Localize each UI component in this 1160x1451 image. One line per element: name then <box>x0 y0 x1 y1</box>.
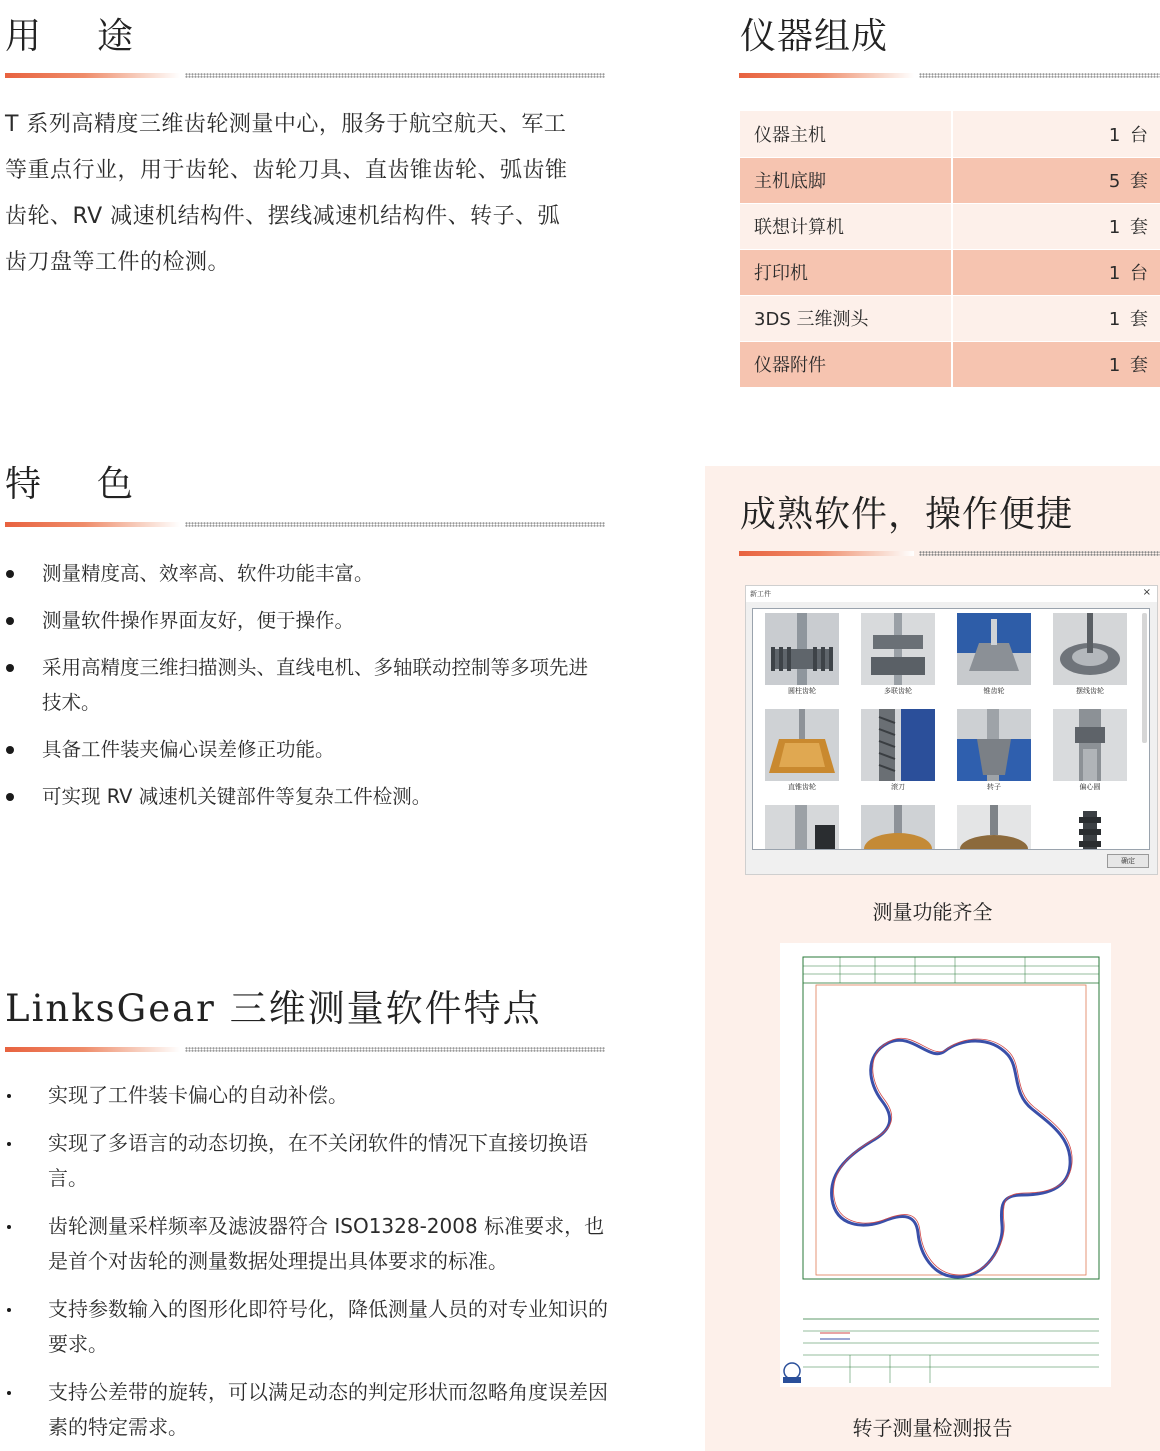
list-item: 支持参数输入的图形化即符号化，降低测量人员的对专业知识的要求。 <box>5 1292 615 1362</box>
item-name: 仪器附件 <box>740 341 952 387</box>
features-heading: 特色 <box>5 464 190 505</box>
usage-paragraph <box>5 102 615 286</box>
gear-photo-icon <box>861 805 935 850</box>
item-qty: 1 台 <box>952 249 1160 295</box>
item-name: 联想计算机 <box>740 203 952 249</box>
gear-photo-icon <box>957 709 1031 781</box>
usage-line: 齿刀盘等工件的检测。 <box>5 250 231 275</box>
gear-photo-icon <box>957 613 1031 685</box>
thumb-label: 转子 <box>987 783 1001 791</box>
list-item: 实现了多语言的动态切换，在不关闭软件的情况下直接切换语言。 <box>5 1126 615 1196</box>
gear-photo-icon <box>765 805 839 850</box>
item-qty: 1 套 <box>952 295 1160 341</box>
item-qty: 5 套 <box>952 157 1160 203</box>
table-row <box>740 157 1160 203</box>
software-features-divider <box>5 1047 605 1052</box>
thumb-label: 摆线齿轮 <box>1076 687 1104 695</box>
list-item: 具备工件装夹偏心误差修正功能。 <box>5 732 605 767</box>
software-screenshot <box>745 585 1158 875</box>
item-name: 仪器主机 <box>740 111 952 157</box>
rotor-report-image <box>780 943 1111 1387</box>
workpiece-thumb[interactable] <box>765 613 839 695</box>
usage-line: 齿轮、RV 减速机结构件、摆线减速机结构件、转子、弧 <box>5 204 561 229</box>
workpiece-thumb[interactable] <box>957 613 1031 695</box>
thumb-label: 直锥齿轮 <box>788 783 816 791</box>
list-item: 测量软件操作界面友好，便于操作。 <box>5 603 605 638</box>
table-row <box>740 249 1160 295</box>
software-panel-heading: 成熟软件，操作便捷 <box>740 494 1074 535</box>
features-list <box>5 556 605 826</box>
table-row <box>740 111 1160 157</box>
report-caption: 转子测量检测报告 <box>852 1416 1013 1440</box>
workpiece-thumb[interactable] <box>1053 709 1127 791</box>
thumb-label: 多联齿轮 <box>884 687 912 695</box>
usage-heading: 用途 <box>5 16 190 57</box>
item-name: 打印机 <box>740 249 952 295</box>
workpiece-thumb[interactable] <box>1053 613 1127 695</box>
thumb-label: 锥齿轮 <box>983 687 1005 695</box>
table-row <box>740 341 1160 387</box>
gear-photo-icon <box>765 613 839 685</box>
gear-photo-icon <box>1053 613 1127 685</box>
gear-photo-icon <box>957 805 1031 850</box>
item-name: 主机底脚 <box>740 157 952 203</box>
thumb-label: 偏心圆 <box>1079 783 1101 791</box>
workpiece-grid <box>752 608 1150 850</box>
gear-photo-icon <box>861 709 935 781</box>
list-item: 可实现 RV 减速机关键部件等复杂工件检测。 <box>5 779 605 814</box>
list-item: 测量精度高、效率高、软件功能丰富。 <box>5 556 605 591</box>
workpiece-thumb[interactable] <box>765 805 839 850</box>
workpiece-thumb[interactable] <box>957 709 1031 791</box>
composition-heading: 仪器组成 <box>740 16 889 57</box>
scrollbar[interactable] <box>1142 613 1147 743</box>
ok-button[interactable]: 确定 <box>1107 854 1149 868</box>
composition-divider <box>739 73 1160 78</box>
item-qty: 1 套 <box>952 203 1160 249</box>
gear-photo-icon <box>1053 709 1127 781</box>
workpiece-thumb[interactable] <box>765 709 839 791</box>
thumb-label: 滚刀 <box>891 783 905 791</box>
item-qty: 1 台 <box>952 111 1160 157</box>
item-name: 3DS 三维测头 <box>740 295 952 341</box>
screenshot-caption: 测量功能齐全 <box>872 900 993 924</box>
usage-divider <box>5 73 605 78</box>
table-row <box>740 203 1160 249</box>
list-item: 采用高精度三维扫描测头、直线电机、多轴联动控制等多项先进技术。 <box>5 650 605 720</box>
close-icon[interactable]: × <box>1142 587 1151 598</box>
list-item: 齿轮测量采样频率及滤波器符合 ISO1328-2008 标准要求，也是首个对齿轮的测量数据处理提出具体要求的标准。 <box>5 1209 615 1279</box>
features-divider <box>5 522 605 527</box>
composition-table <box>740 111 1160 388</box>
workpiece-thumb[interactable] <box>957 805 1031 850</box>
list-item: 实现了工件装卡偏心的自动补偿。 <box>5 1078 615 1113</box>
gear-photo-icon <box>765 709 839 781</box>
software-panel-divider <box>739 551 1160 556</box>
workpiece-thumb[interactable] <box>1053 805 1127 850</box>
workpiece-thumb[interactable] <box>861 805 935 850</box>
workpiece-thumb[interactable] <box>861 709 935 791</box>
usage-line: 等重点行业，用于齿轮、齿轮刀具、直齿锥齿轮、弧齿锥 <box>5 158 568 183</box>
thumb-label: 圆柱齿轮 <box>788 687 816 695</box>
dialog-titlebar <box>746 586 1157 602</box>
workpiece-thumb[interactable] <box>861 613 935 695</box>
usage-line: T 系列高精度三维齿轮测量中心，服务于航空航天、军工 <box>5 112 567 137</box>
item-qty: 1 套 <box>952 341 1160 387</box>
list-item: 支持公差带的旋转，可以满足动态的判定形状而忽略角度误差因素的特定需求。 <box>5 1375 615 1445</box>
gear-photo-icon <box>861 613 935 685</box>
table-row <box>740 295 1160 341</box>
software-features-heading: LinksGear 三维测量软件特点 <box>5 987 542 1030</box>
gear-photo-icon <box>1053 805 1127 850</box>
dialog-title: 新工件 <box>750 590 771 598</box>
software-features-list <box>5 1078 615 1451</box>
